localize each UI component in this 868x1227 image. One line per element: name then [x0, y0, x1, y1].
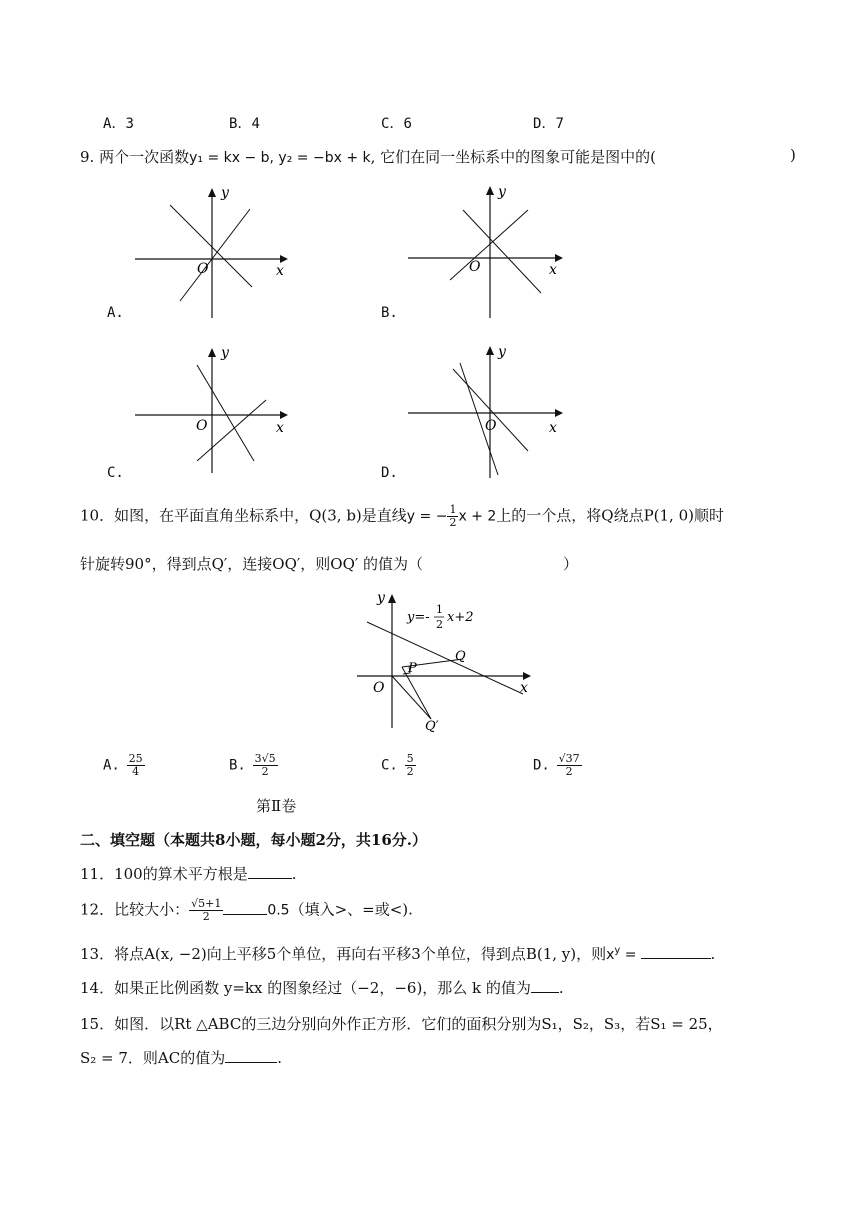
q14: 14．如果正比例函数 y=kx 的图象经过（−2，−6)，那么 k 的值为 .: [80, 979, 564, 997]
q12: 12．比较大小： $\frac{√5+1}{2}$ 0.5（填入>、=或<).: [80, 897, 413, 923]
point-p-label: P: [408, 661, 417, 676]
origin-label: O: [485, 418, 497, 434]
y-axis-arrow-icon: [388, 594, 396, 603]
x-label: x: [520, 680, 528, 696]
q9-graph-d: [403, 343, 568, 483]
graph-line-1: [170, 205, 252, 287]
x-label: x: [276, 420, 284, 436]
y-label: y: [221, 185, 229, 201]
x-axis-arrow-icon: [555, 409, 563, 417]
q14-answer-blank: [531, 978, 559, 993]
y-axis-arrow-icon: [486, 346, 494, 355]
q15-line2: S₂ = 7．则AC的值为 .: [80, 1049, 283, 1067]
segment-oq-prime: [392, 676, 431, 719]
svg-text:1: 1: [436, 603, 443, 616]
graph-line-1: [197, 365, 254, 461]
graph-line-2: [450, 210, 528, 280]
q9-graph-c: [130, 343, 290, 478]
point-q-label: Q: [455, 649, 466, 664]
q8-option-c: C．6: [381, 116, 412, 132]
x-axis-arrow-icon: [280, 255, 288, 263]
svg-text:y=-: y=-: [407, 610, 430, 625]
y-axis-arrow-icon: [486, 186, 494, 195]
q13-answer-blank: [641, 944, 711, 959]
q9-option-c: C.: [107, 465, 124, 481]
x-axis-arrow-icon: [523, 672, 531, 680]
q9-graph-a: [130, 183, 290, 323]
section2-heading: 二、填空题（本题共8小题，每小题2分，共16分.）: [80, 831, 427, 849]
x-label: x: [276, 263, 284, 279]
y-label: y: [498, 184, 506, 200]
svg-text:2: 2: [436, 618, 443, 631]
origin-label: O: [197, 261, 209, 277]
x-label: x: [549, 262, 557, 278]
q8-option-a: A．3: [103, 116, 134, 132]
q9-option-d: D.: [381, 465, 398, 481]
q11: 11．100的算术平方根是 .: [80, 865, 297, 883]
q8-option-d: D．7: [533, 116, 564, 132]
q15-answer-blank: [225, 1048, 277, 1063]
q10-option-b: B. $\frac{3√5}{2}$: [229, 752, 276, 778]
x-axis-arrow-icon: [555, 254, 563, 262]
q10-option-a: A. $\frac{25}{4}$: [103, 752, 143, 778]
part2-title: 第Ⅱ卷: [256, 797, 297, 815]
q10-stem-line2: 针旋转90°，得到点Q′，连接OQ′，则OQ′ 的值为（: [80, 555, 424, 573]
graph-line-1: [463, 210, 541, 293]
q9-paren-close: ): [790, 146, 796, 164]
origin-label: O: [469, 259, 481, 275]
y-label: y: [498, 344, 506, 360]
origin-label: O: [196, 418, 208, 434]
q9-option-b: B.: [381, 305, 398, 321]
line-equation-label: [406, 603, 474, 631]
y-label: y: [221, 345, 229, 361]
graph-line-2: [180, 209, 250, 301]
q10-option-c: C. $\frac{5}{2}$: [381, 752, 414, 778]
y-label: y: [377, 590, 385, 606]
q10-paren-close: ）: [563, 555, 579, 573]
y-axis-arrow-icon: [208, 188, 216, 197]
q9-graph-b: [403, 183, 568, 323]
svg-text:x+2: x+2: [447, 610, 474, 625]
q12-answer-blank: [223, 900, 267, 915]
q10-figure: [355, 588, 535, 736]
origin-label: O: [373, 680, 385, 696]
q9-option-a: A.: [107, 305, 124, 321]
x-label: x: [549, 420, 557, 436]
line-y-neg-half-x-plus-2: [367, 622, 523, 694]
q8-option-b: B．4: [229, 116, 260, 132]
q15-line1: 15．如图．以Rt △ABC的三边分别向外作正方形．它们的面积分别为S₁，S₂，S₃，若S₁ = 25，: [80, 1015, 723, 1033]
q9-stem: 9. 两个一次函数y₁ = kx − b, y₂ = −bx + k, 它们在同一坐标系中的图象可能是图中的(: [80, 148, 656, 166]
x-axis-arrow-icon: [280, 411, 288, 419]
q13: 13．将点A(x, −2)向上平移5个单位，再向右平移3个单位，得到点B(1, y)，则$x^y$ = .: [80, 945, 716, 963]
q10-option-d: D. $\frac{√37}{2}$: [533, 752, 580, 778]
point-q-prime-label: Q′: [425, 719, 439, 734]
q11-answer-blank: [248, 864, 292, 879]
q10-stem-line1: 10．如图，在平面直角坐标系中，Q(3, b)是直线y = − $\frac{1}{2}$ x + 2上的一个点，将Q绕点P(1, 0)顺时: [80, 503, 724, 529]
y-axis-arrow-icon: [208, 348, 216, 357]
